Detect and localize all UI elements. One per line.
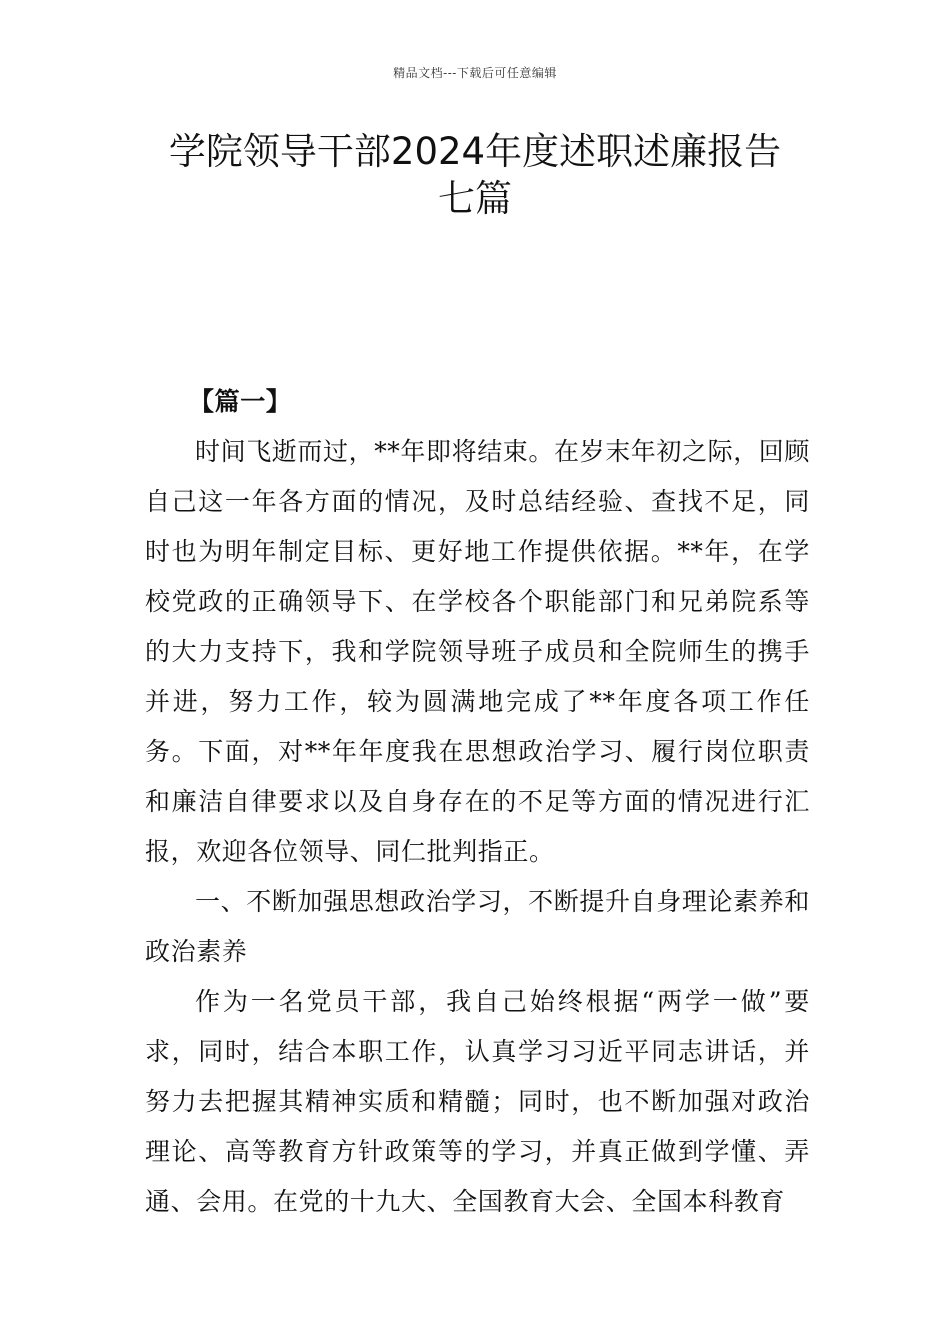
section-heading-1: 一、不断加强思想政治学习，不断提升自身理论素养和政治素养 — [145, 887, 810, 966]
header-note: 精品文档---下载后可任意编辑 — [393, 66, 557, 80]
section-tag: 【篇一】 — [189, 387, 292, 416]
body-paragraph-1: 时间飞逝而过，**年即将结束。在岁末年初之际，回顾自己这一年各方面的情况，及时总结经验、查找不足，同时也为明年制定目标、更好地工作提供依据。**年，在学校党政的正确领导下、在学校各个职能部门和兄弟院系等的大力支持下，我和学院领导班子成员和全院师生的携手并进，努力工作，较为圆满地完成了**年度各项工作任务。下面，对**年年度我在思想政治学习、履行岗位职责和廉洁自律要求以及自身存在的不足等方面的情况进行汇报，欢迎各位领导、同仁批判指正。 — [145, 437, 811, 866]
body-paragraph-2: 作为一名党员干部，我自己始终根据“两学一做”要求，同时，结合本职工作，认真学习习近平同志讲话，并努力去把握其精神实质和精髓；同时，也不断加强对政治理论、高等教育方针政策等的学习，并真正做到学懂、弄通、会用。在党的十九大、全国教育大会、全国本科教育 — [145, 987, 810, 1216]
document-title-line-1: 学院领导干部2024年度述职述廉报告 — [168, 130, 782, 173]
document-title — [150, 128, 800, 222]
document-title-line-2: 七篇 — [438, 177, 512, 220]
document-body — [145, 377, 810, 1227]
